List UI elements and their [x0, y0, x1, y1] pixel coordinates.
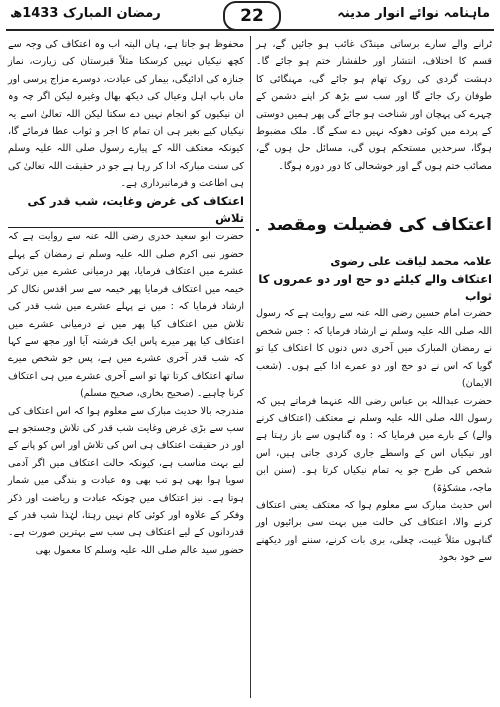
- article-paragraph: حضرت امام حسین رضی اللہ عنہ سے روایت ہے کہ رسول اللہ صلی اللہ علیہ وسلم نے ارشاد فرمایا کہ : جس شخص نے رمضان المبارک میں آخری دس دنوں کا اعتکاف کیا تو گویا کہ اس نے دو حج اور دو عمرے ادا کیے ہوں۔ (شعب الایمان): [256, 308, 492, 390]
- section-subheading: اعتکاف کی غرض وغایت، شب قدر کی تلاش: [8, 193, 244, 229]
- article-paragraph: مندرجہ بالا حدیث مبارک سے معلوم ہوا کہ اس اعتکاف کی سب سے بڑی غرض وغایت شب قدر کی تلاش وجستجو ہے اور در حقیقت اعتکاف ہی اس کی تلاش اور اس کو پانے کے لیے بہت مناسب ہے، کیونکہ حالت اعتکاف میں اگر آدمی سویا ہوا بھی ہو تب بھی وہ عبادت و بندگی میں شمار ہوتا ہے۔ نیز اعتکاف میں چونکہ عبادت و ریاضت اور ذکر وفکر کے علاوہ اور کوئی کام نہیں رہتا، لہٰذا شب قدر کے قدردانوں کے لیے اعتکاف ہی سب سے بہترین صورت ہے۔ حضور سید عالم صلی اللہ علیہ وسلم کا معمول بھی: [8, 405, 244, 556]
- continued-paragraph: ٹرانے والے سارے برساتی مینڈک غائب ہو جائیں گے، ہر قسم کا اختلاف، انتشار اور خلفشار ختم ہو جائے گا۔ دہشت گردی کی روک تھام ہو جائے گی، مہنگائی کا طوفان رک جائے گا اور سب سے بڑھ کر اپنے دشمن کے چہرے کی پہچان اور شناخت ہو جائے گی پھر ہمیں دوستی کے پردے میں کوئی دھوکہ نہیں دے سکے گا۔ ملک مضبوط ہوگا، سرحدیں مستحکم ہوں گی، مسائل حل ہوں گے، مصائب ختم ہوں گے اور خوشحالی کا دور دورہ ہوگا۔: [256, 39, 492, 172]
- page-number: 22: [223, 1, 281, 31]
- article-title-block: [256, 213, 492, 247]
- page-header: [0, 0, 500, 30]
- issue-date: رمضان المبارک 1433ھ: [10, 6, 161, 21]
- magazine-title: ماہنامہ نوائے انوار مدینہ: [337, 6, 490, 21]
- article-author: علامہ محمد لیاقت علی رضوی: [330, 255, 492, 269]
- left-column: [8, 36, 244, 559]
- article-paragraph: اس حدیث مبارک سے معلوم ہوا کہ معتکف یعنی اعتکاف کرنے والا، اعتکاف کی حالت میں بہت سی برائیوں اور گناہوں مثلاً غیبت، چغلی، بری بات کرنے، سننے اور دیکھنے سے خود بخود: [256, 499, 492, 564]
- article-title: اعتکاف کی فضیلت ومقصد: [259, 217, 492, 234]
- section-subheading: اعتکاف والے کیلئے دو حج اور دو عمروں کا ثواب: [258, 271, 492, 304]
- article-paragraph: حضرت ابو سعید خدری رضی اللہ عنہ سے روایت ہے کہ حضور نبی اکرم صلی اللہ علیہ وسلم نے رمضان کے پہلے عشرے میں اعتکاف فرمایا، پھر درمیانی عشرے میں ترکی خیمہ میں اعتکاف فرمایا پھر خیمہ سے سر اقدس نکال کر ارشاد فرمایا کہ : میں نے پہلے عشرے میں شب قدر کی تلاش میں اعتکاف کیا پھر میں نے درمیانی عشرے میں اعتکاف کیا پھر میرے پاس ایک فرشتہ آیا اور مجھ سے کہا کہ شب قدر آخری عشرے میں ہے، پس جو شخص میرے ساتھ اعتکاف کرتا تھا تو اسے آخری عشرے میں ہی اعتکاف کرنا چاہیے۔ (صحیح بخاری، صحیح مسلم): [8, 231, 244, 400]
- article-paragraph: حضرت عبداللہ بن عباس رضی اللہ عنہما فرماتے ہیں کہ رسول اللہ صلی اللہ علیہ وسلم نے معتکف (اعتکاف کرنے والے) کے بارے میں فرمایا کہ : وہ گناہوں سے باز رہتا ہے اور نیکیاں اس کے واسطے جاری کردی جاتی ہیں، اس شخص کی طرح جو یہ تمام نیکیاں کرتا ہو۔ (سنن ابن ماجہ، مشکوٰۃ): [256, 395, 492, 494]
- header-rule: [6, 29, 494, 31]
- right-column: [256, 36, 492, 567]
- column-divider: [250, 36, 251, 698]
- article-paragraph: محفوظ ہو جاتا ہے، ہاں البتہ اب وہ اعتکاف کی وجہ سے کچھ نیکیاں نہیں کرسکتا مثلاً قبرستان کی زیارت، نماز جنازہ کی ادائیگی، بیمار کی عیادت، دوسرے مزاج پرسی اور ماں باپ اہل وعیال کی دیکھ بھال وغیرہ لیکن اگر چہ وہ ان نیکیوں کو انجام نہیں دے سکتا لیکن اللہ تعالیٰ اسے یہ نیکیاں کیے بغیر ہی ان تمام کا اجر و ثواب عطا فرمائے گا، کیونکہ معتکف اللہ کے پیارے رسول صلی اللہ علیہ وسلم کی سنت مبارکہ ادا کر رہا ہے جو در حقیقت اللہ تعالیٰ کی ہی اطاعت و فرمانبرداری ہے۔: [8, 39, 244, 190]
